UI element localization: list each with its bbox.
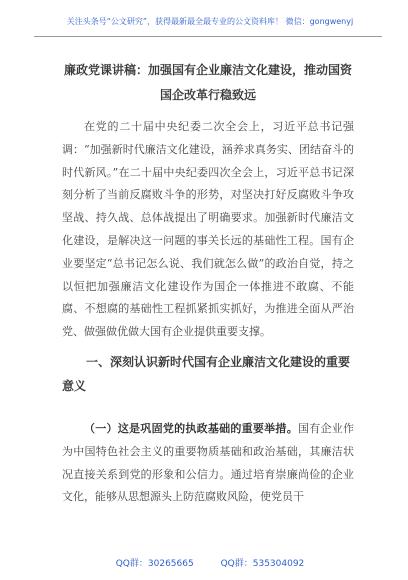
body-paragraph xyxy=(62,418,354,509)
footer-qq-group-1: QQ群：30265665 xyxy=(115,559,194,569)
header-notice: 关注头条号“公文研究”，获得最新最全最专业的公文资料库！ 微信：gongwenyj xyxy=(66,17,354,26)
paragraph-text: 国有企业作为中国特色社会主义的重要物质基础和政治基础，其廉洁状况直接关系到党的形象和公信力。通过培育崇廉尚俭的企业文化，能够从思想源头上防范腐败风险，使党员干 xyxy=(62,422,355,504)
section-heading: 一、深刻认识新时代国有企业廉洁文化建设的重要意义 xyxy=(62,355,351,393)
body-paragraph: 在党的二十届中央纪委二次全会上，习近平总书记强调：“加强新时代廉洁文化建设，涵养求真务实、团结奋斗的时代新风。”在二十届中央纪委四次全会上，习近平总书记深刻分析了当前反腐败斗争的形势，对坚决打好反腐败斗争攻坚战、持久战、总体战提出了明确要求。加强新时代廉洁文化建设，是解决这一问题的事关长远的基础性工程。国有企业要坚定“总书记怎么说、我们就怎么做”的政治自觉，持之以恒把加强廉洁文化建设作为国企一体推进不敢腐、不能腐、不想腐的基础性工程抓紧抓实抓好，为推进全面从严治党、做强做优做大国有企业提供重要支撑。 xyxy=(62,120,354,339)
footer-contacts xyxy=(100,556,320,569)
header-divider xyxy=(34,36,382,37)
paragraph-lead: （一）这是巩固党的执政基础的重要举措。 xyxy=(84,422,298,435)
document-body xyxy=(62,116,354,344)
footer-qq-group-2: QQ群：535304092 xyxy=(220,559,305,569)
document-title: 廉政党课讲稿：加强国有企业廉洁文化建设，推动国资国企改革行稳致远 xyxy=(63,63,352,102)
